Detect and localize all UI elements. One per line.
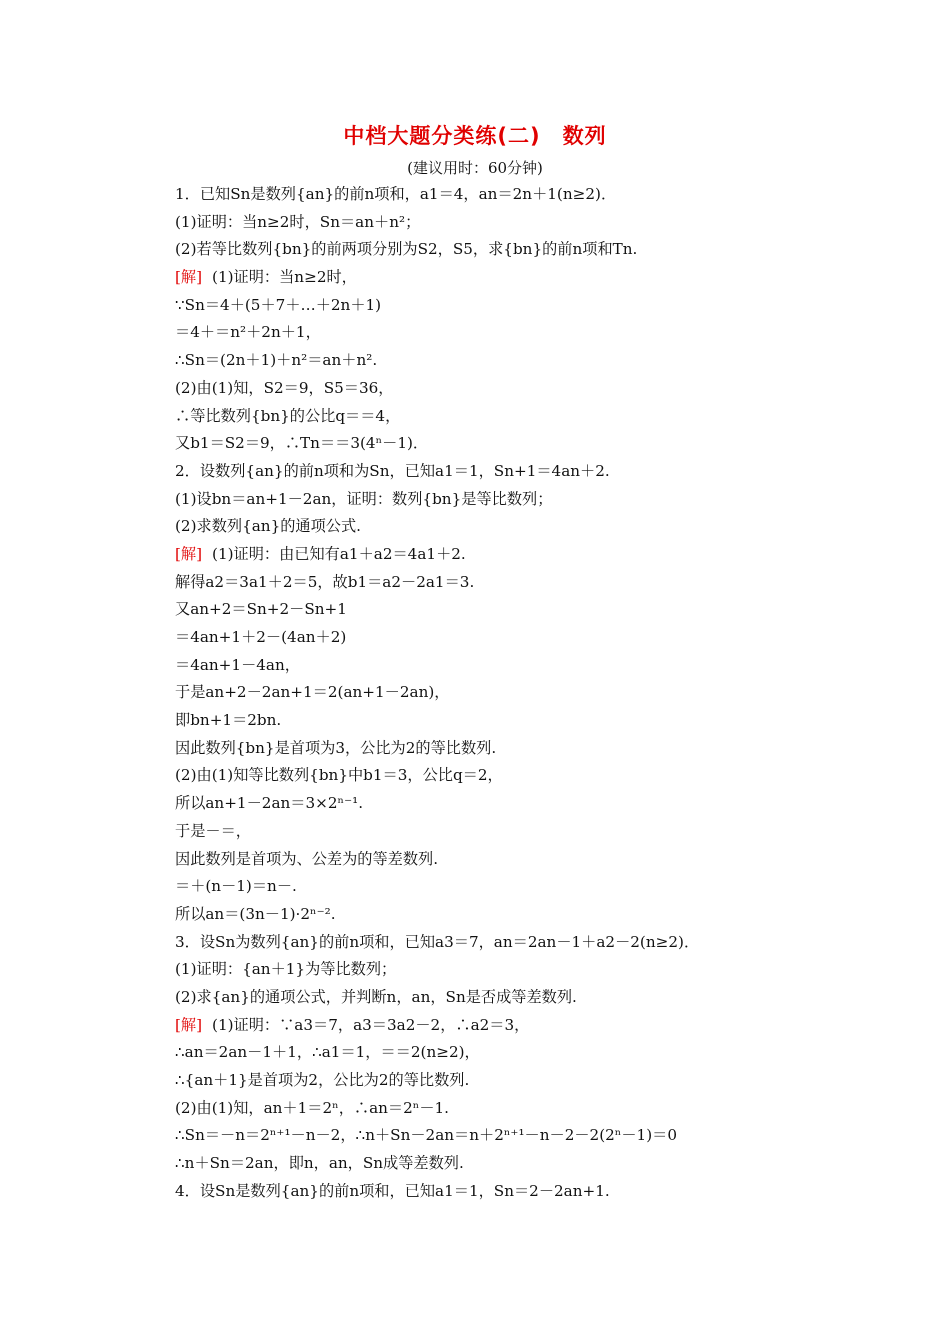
text-line	[175, 319, 915, 347]
text-line	[175, 292, 915, 320]
text-line	[175, 209, 915, 237]
text-line	[175, 1039, 915, 1067]
text-line	[175, 596, 915, 624]
text-line	[175, 652, 915, 680]
line-text: (2)由(1)知，an＋1＝2ⁿ，∴an＝2ⁿ－1.	[175, 1098, 450, 1117]
line-text: ∴Sn＝－n＝2ⁿ⁺¹－n－2，∴n＋Sn－2an＝n＋2ⁿ⁺¹－n－2－2(2ⁿ－1)＝0	[175, 1126, 677, 1145]
text-line	[175, 569, 915, 597]
text-line	[175, 901, 915, 929]
line-text: ＝＋(n－1)＝n－.	[175, 877, 297, 896]
text-line	[175, 1012, 915, 1040]
page-subtitle: (建议用时：60分钟)	[407, 159, 543, 177]
line-text: (1)证明：当n≥2时，Sn＝an＋n²；	[175, 212, 421, 231]
text-line	[175, 956, 915, 984]
line-text: 因此数列是首项为、公差为的等差数列.	[175, 849, 439, 868]
text-line	[175, 707, 915, 735]
text-line	[175, 236, 915, 264]
text-line	[175, 403, 915, 431]
page-title: 中档大题分类练(二) 数列	[343, 124, 607, 148]
text-line	[175, 624, 915, 652]
line-text: (1)设bn＝an+1－2an，证明：数列{bn}是等比数列；	[175, 489, 553, 508]
line-text: ∵Sn＝4＋(5＋7＋…＋2n＋1)	[175, 295, 382, 314]
text-line	[175, 1178, 915, 1206]
line-text: ＝4＋＝n²＋2n＋1，	[175, 323, 321, 342]
line-text: 1．已知Sn是数列{an}的前n项和，a1＝4，an＝2n＋1(n≥2)．	[175, 185, 617, 203]
line-text: 4．设Sn是数列{an}的前n项和，已知a1＝1，Sn＝2－2an+1.	[175, 1181, 610, 1200]
text-line	[175, 929, 915, 957]
text-line	[175, 1095, 915, 1123]
text-line	[175, 846, 915, 874]
line-text: (2)若等比数列{bn}的前两项分别为S2，S5，求{bn}的前n项和Tn.	[175, 240, 638, 259]
line-text: ∴等比数列{bn}的公比q＝＝4，	[175, 406, 401, 425]
line-text: ＝4an+1＋2－(4an＋2)	[175, 628, 347, 646]
line-text: ∴Sn＝(2n＋1)＋n²＝an＋n².	[175, 351, 378, 370]
line-text: 所以an＝(3n－1)·2ⁿ⁻².	[175, 904, 336, 923]
text-line	[175, 347, 915, 375]
line-text: (2)求{an}的通项公式，并判断n，an，Sn是否成等差数列.	[175, 987, 577, 1006]
line-text: ∴{an＋1}是首项为2，公比为2的等比数列.	[175, 1071, 470, 1089]
text-line	[175, 735, 915, 763]
text-line	[175, 541, 915, 569]
document-body	[175, 181, 915, 1205]
line-text: (1)证明：{an＋1}为等比数列；	[175, 960, 397, 979]
line-text: ＝4an+1－4an，	[175, 655, 300, 674]
text-line	[175, 430, 915, 458]
solution-tag: [解]	[175, 544, 203, 563]
line-text: 即bn+1＝2bn.	[175, 711, 282, 730]
line-text: ∴an＝2an－1＋1，∴a1＝1，＝＝2(n≥2)，	[175, 1043, 480, 1062]
line-text: (1)证明：由已知有a1＋a2＝4a1＋2.	[212, 544, 466, 563]
line-text: ∴n＋Sn＝2an，即n，an，Sn成等差数列.	[175, 1154, 464, 1173]
text-line	[175, 1122, 915, 1150]
line-text: 2．设数列{an}的前n项和为Sn，已知a1＝1，Sn+1＝4an＋2.	[175, 461, 610, 480]
text-line	[175, 486, 915, 514]
line-text: 于是－＝，	[175, 821, 251, 840]
text-line	[175, 679, 915, 707]
line-text: (2)由(1)知等比数列{bn}中b1＝3，公比q＝2，	[175, 766, 503, 785]
text-line	[175, 790, 915, 818]
solution-tag: [解]	[175, 1015, 203, 1034]
line-text: 又b1＝S2＝9，∴Tn＝＝3(4ⁿ－1)．	[175, 434, 429, 453]
line-text: 于是an+2－2an+1＝2(an+1－2an)，	[175, 683, 450, 702]
text-line	[175, 818, 915, 846]
line-text: 所以an+1－2an＝3×2ⁿ⁻¹.	[175, 794, 364, 813]
text-line	[175, 762, 915, 790]
line-text: 解得a2＝3a1＋2＝5，故b1＝a2－2a1＝3.	[175, 572, 475, 591]
text-line	[175, 181, 915, 209]
line-text: (2)求数列{an}的通项公式.	[175, 517, 362, 536]
text-line	[175, 264, 915, 292]
text-line	[175, 1067, 915, 1095]
line-text: 3．设Sn为数列{an}的前n项和，已知a3＝7，an＝2an－1＋a2－2(n≥2)．	[175, 932, 700, 951]
line-text: (1)证明：当n≥2时，	[212, 268, 357, 287]
text-line	[175, 984, 915, 1012]
text-line	[175, 513, 915, 541]
text-line	[175, 458, 915, 486]
text-line	[175, 1150, 915, 1178]
solution-tag: [解]	[175, 268, 203, 287]
line-text: (1)证明：∵a3＝7，a3＝3a2－2，∴a2＝3，	[212, 1015, 530, 1034]
line-text: (2)由(1)知，S2＝9，S5＝36，	[175, 378, 394, 397]
text-line	[175, 873, 915, 901]
text-line	[175, 375, 915, 403]
line-text: 又an+2＝Sn+2－Sn+1	[175, 600, 347, 619]
line-text: 因此数列{bn}是首项为3，公比为2的等比数列.	[175, 738, 497, 757]
